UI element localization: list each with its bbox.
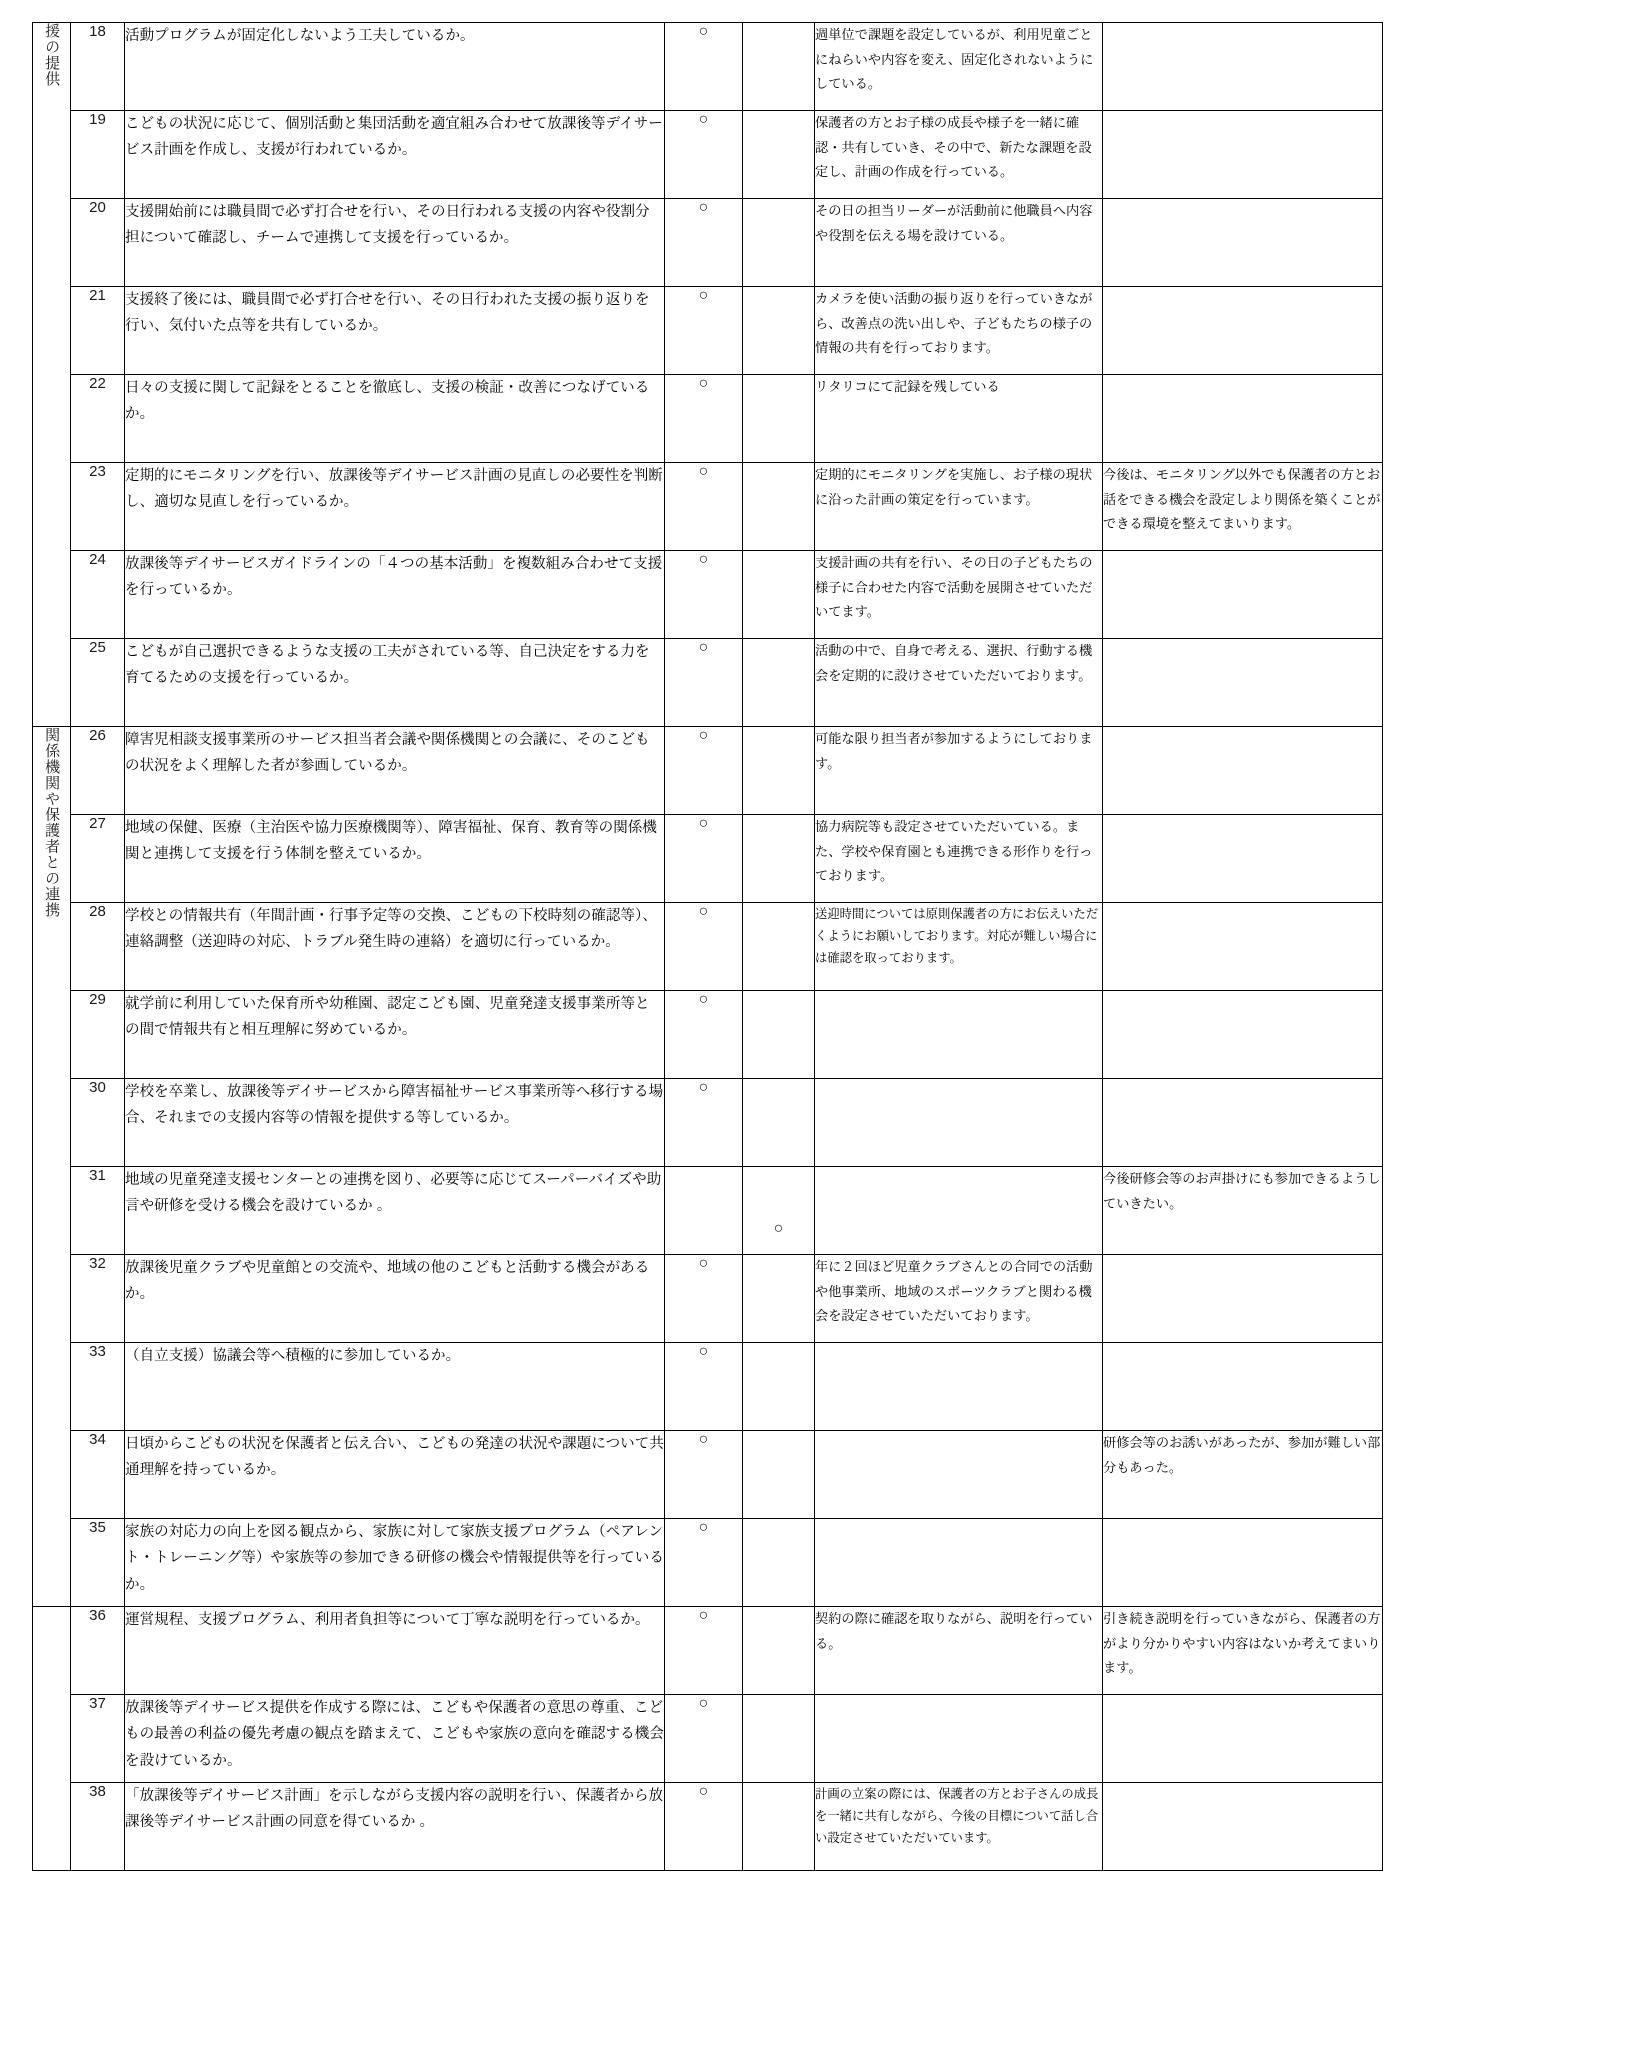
table-row <box>33 111 1383 199</box>
table-row <box>33 1343 1383 1431</box>
rating-yes-mark: ○ <box>665 903 743 991</box>
current-status-comment: 送迎時間については原則保護者の方にお伝えいただくようにお願いしております。対応が難しい場合には確認を取っております。 <box>815 903 1103 991</box>
table-row <box>33 1783 1383 1871</box>
table-row <box>33 1079 1383 1167</box>
row-number: 22 <box>71 375 125 463</box>
improvement-plan-comment <box>1103 1079 1383 1167</box>
rating-yes-mark: ○ <box>665 1783 743 1871</box>
current-status-comment <box>815 1079 1103 1167</box>
rating-partial-mark <box>743 1431 815 1519</box>
row-number: 29 <box>71 991 125 1079</box>
improvement-plan-comment: 研修会等のお誘いがあったが、参加が難しい部分もあった。 <box>1103 1431 1383 1519</box>
improvement-plan-comment <box>1103 727 1383 815</box>
evaluation-item-text: 障害児相談支援事業所のサービス担当者会議や関係機関との会議に、そのこどもの状況をよく理解した者が参画しているか。 <box>125 727 665 815</box>
row-number: 18 <box>71 23 125 111</box>
current-status-comment: 活動の中で、自身で考える、選択、行動する機会を定期的に設けさせていただいております。 <box>815 639 1103 727</box>
evaluation-item-text: 放課後等デイサービスガイドラインの「４つの基本活動」を複数組み合わせて支援を行っているか。 <box>125 551 665 639</box>
rating-partial-mark <box>743 639 815 727</box>
rating-partial-mark: ○ <box>743 1167 815 1255</box>
improvement-plan-comment <box>1103 111 1383 199</box>
rating-yes-mark: ○ <box>665 463 743 551</box>
evaluation-item-text: （自立支援）協議会等へ積極的に参加しているか。 <box>125 1343 665 1431</box>
rating-yes-mark: ○ <box>665 551 743 639</box>
improvement-plan-comment <box>1103 639 1383 727</box>
current-status-comment <box>815 1343 1103 1431</box>
improvement-plan-comment <box>1103 903 1383 991</box>
rating-partial-mark <box>743 23 815 111</box>
table-row <box>33 463 1383 551</box>
current-status-comment <box>815 1695 1103 1783</box>
rating-yes-mark: ○ <box>665 375 743 463</box>
current-status-comment: 契約の際に確認を取りながら、説明を行っている。 <box>815 1607 1103 1695</box>
row-number: 32 <box>71 1255 125 1343</box>
table-row <box>33 1167 1383 1255</box>
row-number: 30 <box>71 1079 125 1167</box>
category-cell <box>33 23 71 727</box>
rating-yes-mark: ○ <box>665 1255 743 1343</box>
row-number: 21 <box>71 287 125 375</box>
table-row <box>33 1255 1383 1343</box>
current-status-comment: 年に２回ほど児童クラブさんとの合同での活動や他事業所、地域のスポーツクラブと関わる機会を設定させていただいております。 <box>815 1255 1103 1343</box>
table-row <box>33 903 1383 991</box>
rating-partial-mark <box>743 1079 815 1167</box>
rating-yes-mark: ○ <box>665 1079 743 1167</box>
rating-yes-mark: ○ <box>665 199 743 287</box>
improvement-plan-comment: 今後研修会等のお声掛けにも参加できるようしていきたい。 <box>1103 1167 1383 1255</box>
self-evaluation-table <box>32 22 1383 1871</box>
improvement-plan-comment <box>1103 991 1383 1079</box>
evaluation-item-text: 運営規程、支援プログラム、利用者負担等について丁寧な説明を行っているか。 <box>125 1607 665 1695</box>
table-row <box>33 815 1383 903</box>
current-status-comment: 保護者の方とお子様の成長や様子を一緒に確認・共有していき、その中で、新たな課題を設定し、計画の作成を行っている。 <box>815 111 1103 199</box>
rating-partial-mark <box>743 991 815 1079</box>
rating-yes-mark: ○ <box>665 1519 743 1607</box>
current-status-comment <box>815 991 1103 1079</box>
table-row <box>33 1695 1383 1783</box>
row-number: 33 <box>71 1343 125 1431</box>
table-row <box>33 23 1383 111</box>
rating-yes-mark <box>665 1167 743 1255</box>
evaluation-item-text: 支援終了後には、職員間で必ず打合せを行い、その日行われた支援の振り返りを行い、気付いた点等を共有しているか。 <box>125 287 665 375</box>
table-row <box>33 287 1383 375</box>
evaluation-item-text: こどもの状況に応じて、個別活動と集団活動を適宜組み合わせて放課後等デイサービス計画を作成し、支援が行われているか。 <box>125 111 665 199</box>
row-number: 26 <box>71 727 125 815</box>
category-label: 関係機関や保護者との連携 <box>43 727 61 918</box>
table-row <box>33 991 1383 1079</box>
evaluation-item-text: 学校との情報共有（年間計画・行事予定等の交換、こどもの下校時刻の確認等）、連絡調整（送迎時の対応、トラブル発生時の連絡）を適切に行っているか。 <box>125 903 665 991</box>
row-number: 35 <box>71 1519 125 1607</box>
rating-partial-mark <box>743 727 815 815</box>
evaluation-item-text: 家族の対応力の向上を図る観点から、家族に対して家族支援プログラム（ペアレント・トレーニング等）や家族等の参加できる研修の機会や情報提供等を行っているか。 <box>125 1519 665 1607</box>
rating-yes-mark: ○ <box>665 287 743 375</box>
current-status-comment: 週単位で課題を設定しているが、利用児童ごとにねらいや内容を変え、固定化されないようにしている。 <box>815 23 1103 111</box>
evaluation-item-text: 放課後等デイサービス提供を作成する際には、こどもや保護者の意思の尊重、こどもの最善の利益の優先考慮の観点を踏まえて、こどもや家族の意向を確認する機会を設けているか。 <box>125 1695 665 1783</box>
improvement-plan-comment <box>1103 1343 1383 1431</box>
row-number: 19 <box>71 111 125 199</box>
evaluation-item-text: こどもが自己選択できるような支援の工夫がされている等、自己決定をする力を育てるための支援を行っているか。 <box>125 639 665 727</box>
current-status-comment: カメラを使い活動の振り返りを行っていきながら、改善点の洗い出しや、子どもたちの様子の情報の共有を行っております。 <box>815 287 1103 375</box>
row-number: 34 <box>71 1431 125 1519</box>
row-number: 24 <box>71 551 125 639</box>
category-label: 援の提供 <box>43 23 61 87</box>
rating-partial-mark <box>743 1343 815 1431</box>
evaluation-item-text: 地域の児童発達支援センターとの連携を図り、必要等に応じてスーパーバイズや助言や研修を受ける機会を設けているか 。 <box>125 1167 665 1255</box>
rating-yes-mark: ○ <box>665 111 743 199</box>
rating-yes-mark: ○ <box>665 639 743 727</box>
improvement-plan-comment <box>1103 1783 1383 1871</box>
improvement-plan-comment <box>1103 23 1383 111</box>
improvement-plan-comment <box>1103 287 1383 375</box>
row-number: 37 <box>71 1695 125 1783</box>
rating-partial-mark <box>743 111 815 199</box>
improvement-plan-comment <box>1103 1255 1383 1343</box>
evaluation-item-text: 地域の保健、医療（主治医や協力医療機関等）、障害福祉、保育、教育等の関係機関と連携して支援を行う体制を整えているか。 <box>125 815 665 903</box>
evaluation-item-text: 支援開始前には職員間で必ず打合せを行い、その日行われる支援の内容や役割分担について確認し、チームで連携して支援を行っているか。 <box>125 199 665 287</box>
table-row <box>33 727 1383 815</box>
evaluation-item-text: 放課後児童クラブや児童館との交流や、地域の他のこどもと活動する機会があるか。 <box>125 1255 665 1343</box>
current-status-comment: 支援計画の共有を行い、その日の子どもたちの様子に合わせた内容で活動を展開させていただいてます。 <box>815 551 1103 639</box>
rating-yes-mark: ○ <box>665 1607 743 1695</box>
row-number: 36 <box>71 1607 125 1695</box>
row-number: 25 <box>71 639 125 727</box>
rating-partial-mark <box>743 287 815 375</box>
evaluation-item-text: 「放課後等デイサービス計画」を示しながら支援内容の説明を行い、保護者から放課後等デイサービス計画の同意を得ているか 。 <box>125 1783 665 1871</box>
category-cell <box>33 727 71 1607</box>
table-row <box>33 1519 1383 1607</box>
rating-yes-mark: ○ <box>665 815 743 903</box>
improvement-plan-comment: 引き続き説明を行っていきながら、保護者の方がより分かりやすい内容はないか考えてまいります。 <box>1103 1607 1383 1695</box>
row-number: 38 <box>71 1783 125 1871</box>
current-status-comment <box>815 1431 1103 1519</box>
rating-partial-mark <box>743 815 815 903</box>
current-status-comment: 計画の立案の際には、保護者の方とお子さんの成長を一緒に共有しながら、今後の目標について話し合い設定させていただいています。 <box>815 1783 1103 1871</box>
rating-partial-mark <box>743 903 815 991</box>
evaluation-item-text: 定期的にモニタリングを行い、放課後等デイサービス計画の見直しの必要性を判断し、適切な見直しを行っているか。 <box>125 463 665 551</box>
rating-yes-mark: ○ <box>665 991 743 1079</box>
current-status-comment: リタリコにて記録を残している <box>815 375 1103 463</box>
rating-yes-mark: ○ <box>665 1431 743 1519</box>
row-number: 31 <box>71 1167 125 1255</box>
row-number: 20 <box>71 199 125 287</box>
table-row <box>33 551 1383 639</box>
evaluation-item-text: 日々の支援に関して記録をとることを徹底し、支援の検証・改善につなげているか。 <box>125 375 665 463</box>
rating-yes-mark: ○ <box>665 727 743 815</box>
rating-partial-mark <box>743 1783 815 1871</box>
rating-partial-mark <box>743 1607 815 1695</box>
improvement-plan-comment <box>1103 1695 1383 1783</box>
table-row <box>33 639 1383 727</box>
rating-partial-mark <box>743 199 815 287</box>
rating-partial-mark <box>743 1695 815 1783</box>
current-status-comment: その日の担当リーダーが活動前に他職員へ内容や役割を伝える場を設けている。 <box>815 199 1103 287</box>
row-number: 23 <box>71 463 125 551</box>
row-number: 27 <box>71 815 125 903</box>
current-status-comment <box>815 1167 1103 1255</box>
improvement-plan-comment <box>1103 199 1383 287</box>
improvement-plan-comment: 今後は、モニタリング以外でも保護者の方とお話をできる機会を設定しより関係を築くことができる環境を整えてまいります。 <box>1103 463 1383 551</box>
improvement-plan-comment <box>1103 815 1383 903</box>
improvement-plan-comment <box>1103 551 1383 639</box>
current-status-comment: 定期的にモニタリングを実施し、お子様の現状に沿った計画の策定を行っています。 <box>815 463 1103 551</box>
rating-partial-mark <box>743 463 815 551</box>
evaluation-item-text: 日頃からこどもの状況を保護者と伝え合い、こどもの発達の状況や課題について共通理解を持っているか。 <box>125 1431 665 1519</box>
current-status-comment: 可能な限り担当者が参加するようにしております。 <box>815 727 1103 815</box>
table-row <box>33 1607 1383 1695</box>
rating-yes-mark: ○ <box>665 1695 743 1783</box>
table-row <box>33 1431 1383 1519</box>
current-status-comment: 協力病院等も設定させていただいている。また、学校や保育園とも連携できる形作りを行っております。 <box>815 815 1103 903</box>
rating-partial-mark <box>743 375 815 463</box>
rating-yes-mark: ○ <box>665 23 743 111</box>
category-cell <box>33 1607 71 1871</box>
evaluation-item-text: 学校を卒業し、放課後等デイサービスから障害福祉サービス事業所等へ移行する場合、それまでの支援内容等の情報を提供する等しているか。 <box>125 1079 665 1167</box>
improvement-plan-comment <box>1103 1519 1383 1607</box>
rating-partial-mark <box>743 551 815 639</box>
row-number: 28 <box>71 903 125 991</box>
evaluation-item-text: 活動プログラムが固定化しないよう工夫しているか。 <box>125 23 665 111</box>
table-row <box>33 199 1383 287</box>
table-row <box>33 375 1383 463</box>
rating-yes-mark: ○ <box>665 1343 743 1431</box>
rating-partial-mark <box>743 1255 815 1343</box>
rating-partial-mark <box>743 1519 815 1607</box>
current-status-comment <box>815 1519 1103 1607</box>
evaluation-item-text: 就学前に利用していた保育所や幼稚園、認定こども園、児童発達支援事業所等との間で情報共有と相互理解に努めているか。 <box>125 991 665 1079</box>
improvement-plan-comment <box>1103 375 1383 463</box>
